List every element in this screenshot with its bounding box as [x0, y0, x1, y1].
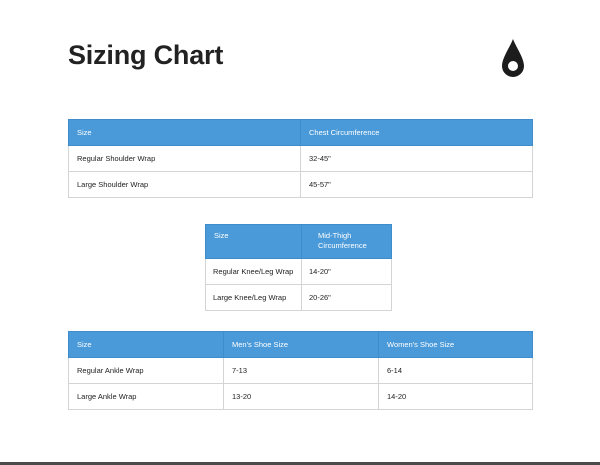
- table-row: [69, 172, 533, 198]
- knee-leg-wrap-size-table: [205, 224, 392, 311]
- table-row: [69, 358, 533, 384]
- table-cell: Regular Ankle Wrap: [69, 358, 224, 384]
- table-cell: 14-20: [379, 384, 533, 410]
- header-mens-shoe-size: Men's Shoe Size: [224, 332, 379, 358]
- table-cell: 13-20: [224, 384, 379, 410]
- table-row: [69, 384, 533, 410]
- table-cell: 6-14: [379, 358, 533, 384]
- table-cell: Large Knee/Leg Wrap: [206, 285, 302, 311]
- table-header-row: [206, 225, 392, 259]
- header-womens-shoe-size: Women's Shoe Size: [379, 332, 533, 358]
- table-cell: 32-45": [301, 146, 533, 172]
- header-mid-thigh-circumference: Mid-Thigh Circumference: [302, 225, 392, 259]
- ankle-wrap-size-table: [68, 331, 533, 410]
- table-cell: 14-20": [302, 259, 392, 285]
- table-header-row: [69, 332, 533, 358]
- table-header-row: [69, 120, 533, 146]
- header-size: Size: [69, 332, 224, 358]
- droplet-logo-icon: [499, 38, 527, 80]
- table-cell: Regular Shoulder Wrap: [69, 146, 301, 172]
- table-cell: 45-57": [301, 172, 533, 198]
- table-row: [206, 285, 392, 311]
- table-cell: 7-13: [224, 358, 379, 384]
- table-cell: Large Ankle Wrap: [69, 384, 224, 410]
- header-chest-circumference: Chest Circumference: [301, 120, 533, 146]
- table-cell: Regular Knee/Leg Wrap: [206, 259, 302, 285]
- page-title: Sizing Chart: [68, 40, 224, 70]
- table-row: [69, 146, 533, 172]
- shoulder-wrap-size-table: [68, 119, 533, 198]
- header-size: Size: [69, 120, 301, 146]
- table-row: [206, 259, 392, 285]
- table-cell: 20-26": [302, 285, 392, 311]
- header-size: Size: [206, 225, 302, 259]
- table-cell: Large Shoulder Wrap: [69, 172, 301, 198]
